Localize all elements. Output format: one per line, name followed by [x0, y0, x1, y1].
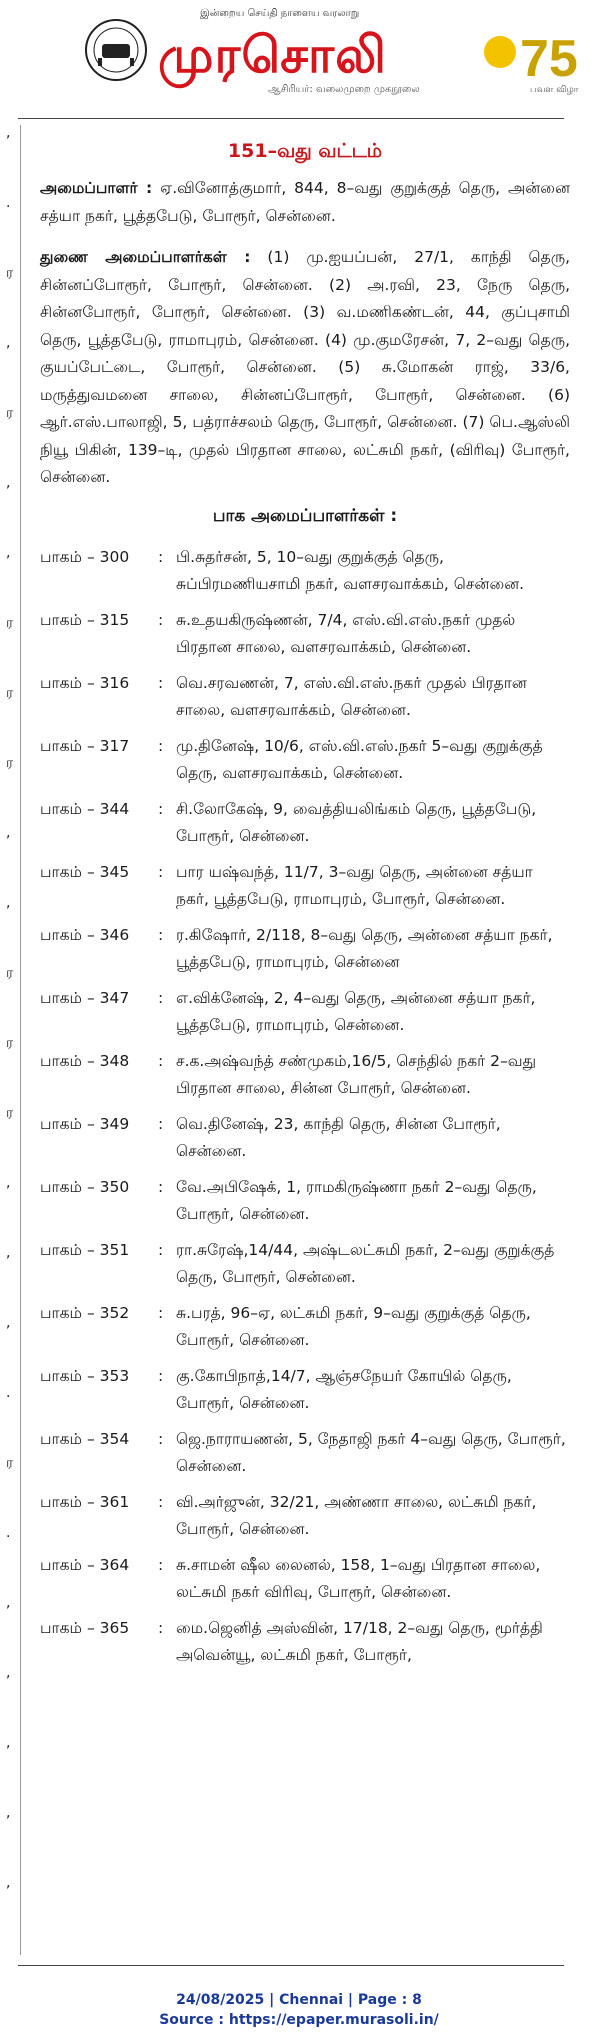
part-entry: [40, 1615, 570, 1670]
organizer-text: ஏ.வினோத்குமார், 844, 8–வது குறுக்குத் தெரு, அன்னை சத்யா நகர், பூத்தபேடு, போரூர், சென்னை.: [40, 179, 570, 225]
part-entry: [40, 1237, 570, 1292]
margin-fragment: ர: [6, 265, 14, 281]
part-text: வெ.தினேஷ், 23, காந்தி தெரு, சின்ன போரூர், சென்னை.: [176, 1114, 501, 1160]
parts-list: [40, 544, 570, 1670]
part-text: ர.கிஷோர், 2/118, 8–வது தெரு, அன்னை சத்யா நகர், பூத்தபேடு, ராமாபுரம், சென்னை: [176, 925, 553, 971]
part-label: பாகம் – 344: [40, 799, 130, 818]
part-colon: :: [158, 799, 164, 818]
part-colon: :: [158, 1555, 164, 1574]
page-footer: [0, 1990, 598, 2030]
part-text: சு.உதயகிருஷ்ணன், 7/4, எஸ்.வி.எஸ்.நகர் முதல் பிரதான சாலை, வளசரவாக்கம், சென்னை.: [176, 610, 516, 656]
part-text: ரா.சுரேஷ்,14/44, அஷ்டலட்சுமி நகர், 2–வது குறுக்குத் தெரு, போரூர், சென்னை.: [176, 1240, 555, 1286]
margin-fragment: ,: [6, 1735, 11, 1751]
part-colon: :: [158, 547, 164, 566]
footer-date-line: 24/08/2025 | Chennai | Page : 8: [176, 1992, 422, 2008]
left-margin-column: [0, 125, 21, 1955]
margin-fragment: ,: [6, 1595, 11, 1611]
party-emblem-icon: [84, 18, 148, 82]
part-text: வே.அபிஷேக், 1, ராமகிருஷ்ணா நகர் 2–வது தெரு, போரூர், சென்னை.: [176, 1177, 537, 1223]
part-entry: [40, 1111, 570, 1166]
margin-fragment: ,: [6, 1805, 11, 1821]
anniversary-sub: பவள விழா: [530, 85, 579, 95]
newspaper-title: முரசொலி: [158, 26, 387, 84]
part-entry: [40, 859, 570, 914]
part-label: பாகம் – 315: [40, 610, 130, 629]
masthead: [0, 0, 598, 110]
anniversary-number: 75: [520, 30, 578, 88]
part-label: பாகம் – 346: [40, 925, 130, 944]
margin-fragment: ,: [6, 475, 11, 491]
part-text: பார யஷ்வந்த், 11/7, 3–வது தெரு, அன்னை சத்யா நகர், பூத்தபேடு, ராமாபுரம், போரூர், சென்னை.: [176, 862, 533, 908]
part-colon: :: [158, 610, 164, 629]
deputy-label: துணை அமைப்பாளர்கள் :: [40, 248, 251, 266]
margin-fragment: ர: [6, 615, 14, 631]
part-label: பாகம் – 347: [40, 988, 130, 1007]
part-entry: [40, 922, 570, 977]
part-label: பாகம் – 348: [40, 1051, 130, 1070]
margin-fragment: ,: [6, 335, 11, 351]
margin-fragment: ர: [6, 965, 14, 981]
part-text: கு.கோபிநாத்,14/7, ஆஞ்சநேயர் கோயில் தெரு, போரூர், சென்னை.: [176, 1366, 512, 1412]
part-colon: :: [158, 673, 164, 692]
part-entry: [40, 607, 570, 662]
margin-fragment: ,: [6, 125, 11, 141]
margin-fragment: ர: [6, 1035, 14, 1051]
margin-fragment: ,: [6, 1315, 11, 1331]
organizer-paragraph: [40, 175, 570, 230]
article-body: [40, 140, 570, 1678]
masthead-subtitle: ஆசிரியர்: வலைமுறை முகநூலை: [268, 84, 420, 95]
part-entry: [40, 985, 570, 1040]
part-label: பாகம் – 353: [40, 1366, 130, 1385]
part-label: பாகம் – 351: [40, 1240, 130, 1259]
parts-title: பாக அமைப்பாளர்கள் :: [212, 505, 398, 526]
margin-fragment: ர: [6, 755, 14, 771]
part-colon: :: [158, 1429, 164, 1448]
part-text: சு.பரத், 96–ஏ, லட்சுமி நகர், 9–வது குறுக்குத் தெரு, போரூர், சென்னை.: [176, 1303, 531, 1349]
top-divider: [18, 118, 564, 119]
part-colon: :: [158, 1114, 164, 1133]
part-text: ஜெ.நாராயணன், 5, நேதாஜி நகர் 4–வது தெரு, போரூர், சென்னை.: [176, 1429, 566, 1475]
margin-fragment: ர: [6, 405, 14, 421]
margin-fragment: .: [6, 195, 11, 211]
margin-fragment: ,: [6, 1245, 11, 1261]
part-colon: :: [158, 1618, 164, 1637]
part-entry: [40, 544, 570, 599]
deputy-text: (1) மு.ஐயப்பன், 27/1, காந்தி தெரு, சின்னப்போரூர், போரூர், சென்னை. (2) அ.ரவி, 23, நேரு தெரு, சின்னபோரூர், போரூர், சென்னை. (3) வ.மணிகண்டன், 44, குப்புசாமி தெரு, பூத்தபேடு, ராமாபுரம், சென்னை. (4) மு.குமரேசன், 7, 2–வது தெரு, குயப்பேட்டை, போரூர், சென்னை. (5) சு.மோகன் ராஜ், 33/6, மருத்துவமனை சாலை, சின்னப்போரூர், போரூர், சென்னை. (6) ஆர்.எஸ்.பாலாஜி, 5, பத்ராச்சலம் தெரு, போரூர், சென்னை. (7) பெ.ஆஸ்லி நியூ பிகின், 139–டி, முதல் பிரதான சாலை, லட்சுமி நகர், (விரிவு) போரூர், சென்னை.: [40, 248, 571, 486]
part-colon: :: [158, 1492, 164, 1511]
part-text: எ.விக்னேஷ், 2, 4–வது தெரு, அன்னை சத்யா நகர், பூத்தபேடு, ராமாபுரம், சென்னை.: [176, 988, 536, 1034]
part-entry: [40, 733, 570, 788]
part-colon: :: [158, 1240, 164, 1259]
margin-fragment: ,: [6, 1175, 11, 1191]
part-entry: [40, 796, 570, 851]
part-colon: :: [158, 925, 164, 944]
part-entry: [40, 1489, 570, 1544]
deputy-paragraph: [40, 244, 570, 492]
part-text: வெ.சரவணன், 7, எஸ்.வி.எஸ்.நகர் முதல் பிரதான சாலை, வளசரவாக்கம், சென்னை.: [176, 673, 527, 719]
organizer-label: அமைப்பாளர் :: [40, 179, 153, 197]
part-label: பாகம் – 349: [40, 1114, 130, 1133]
margin-fragment: ர: [6, 685, 14, 701]
part-text: வி.அர்ஜுன், 32/21, அண்ணா சாலை, லட்சுமி நகர், போரூர், சென்னை.: [176, 1492, 537, 1538]
part-entry: [40, 1300, 570, 1355]
part-label: பாகம் – 350: [40, 1177, 130, 1196]
margin-fragment: ,: [6, 545, 11, 561]
margin-fragment: ,: [6, 895, 11, 911]
margin-fragment: ர: [6, 1105, 14, 1121]
part-entry: [40, 1426, 570, 1481]
part-colon: :: [158, 1051, 164, 1070]
part-colon: :: [158, 1366, 164, 1385]
part-label: பாகம் – 354: [40, 1429, 130, 1448]
part-entry: [40, 1174, 570, 1229]
masthead-tagline: இன்றைய செய்தி நாளைய வரலாறு: [200, 8, 360, 19]
part-text: ச.க.அஷ்வந்த் சண்முகம்,16/5, செந்தில் நகர் 2–வது பிரதான சாலை, சின்ன போரூர், சென்னை.: [176, 1051, 537, 1097]
part-label: பாகம் – 361: [40, 1492, 130, 1511]
part-entry: [40, 1363, 570, 1418]
part-text: மை.ஜெனித் அஸ்வின், 17/18, 2–வது தெரு, மூர்த்தி அவென்யூ, லட்சுமி நகர், போரூர்,: [176, 1618, 543, 1664]
part-entry: [40, 1048, 570, 1103]
bottom-divider: [18, 1965, 564, 1966]
part-label: பாகம் – 352: [40, 1303, 130, 1322]
part-colon: :: [158, 1303, 164, 1322]
part-label: பாகம் – 365: [40, 1618, 130, 1637]
part-entry: [40, 670, 570, 725]
part-colon: :: [158, 988, 164, 1007]
part-label: பாகம் – 345: [40, 862, 130, 881]
part-colon: :: [158, 736, 164, 755]
margin-fragment: ,: [6, 1875, 11, 1891]
anniversary-75-icon: [470, 14, 579, 102]
part-label: பாகம் – 300: [40, 547, 130, 566]
part-text: பி.சுதர்சன், 5, 10–வது குறுக்குத் தெரு, சுப்பிரமணியசாமி நகர், வளசரவாக்கம், சென்னை.: [176, 547, 525, 593]
margin-fragment: ,: [6, 825, 11, 841]
section-title: 151–வது வட்டம்: [227, 140, 383, 162]
part-label: பாகம் – 316: [40, 673, 130, 692]
part-colon: :: [158, 1177, 164, 1196]
margin-fragment: ,: [6, 1665, 11, 1681]
part-text: சு.சாமன் ஷீல லைனல், 158, 1–வது பிரதான சாலை, லட்சுமி நகர் விரிவு, போரூர், சென்னை.: [176, 1555, 541, 1601]
part-colon: :: [158, 862, 164, 881]
part-text: மு.தினேஷ், 10/6, எஸ்.வி.எஸ்.நகர் 5–வது குறுக்குத் தெரு, வளசரவாக்கம், சென்னை.: [176, 736, 543, 782]
part-label: பாகம் – 317: [40, 736, 130, 755]
margin-fragment: ர: [6, 1455, 14, 1471]
part-text: சி.லோகேஷ், 9, வைத்தியலிங்கம் தெரு, பூத்தபேடு, போரூர், சென்னை.: [176, 799, 537, 845]
footer-source-line: Source : https://epaper.murasoli.in/: [159, 2012, 439, 2028]
margin-fragment: .: [6, 1525, 11, 1541]
part-entry: [40, 1552, 570, 1607]
margin-fragment: .: [6, 1385, 11, 1401]
part-label: பாகம் – 364: [40, 1555, 130, 1574]
